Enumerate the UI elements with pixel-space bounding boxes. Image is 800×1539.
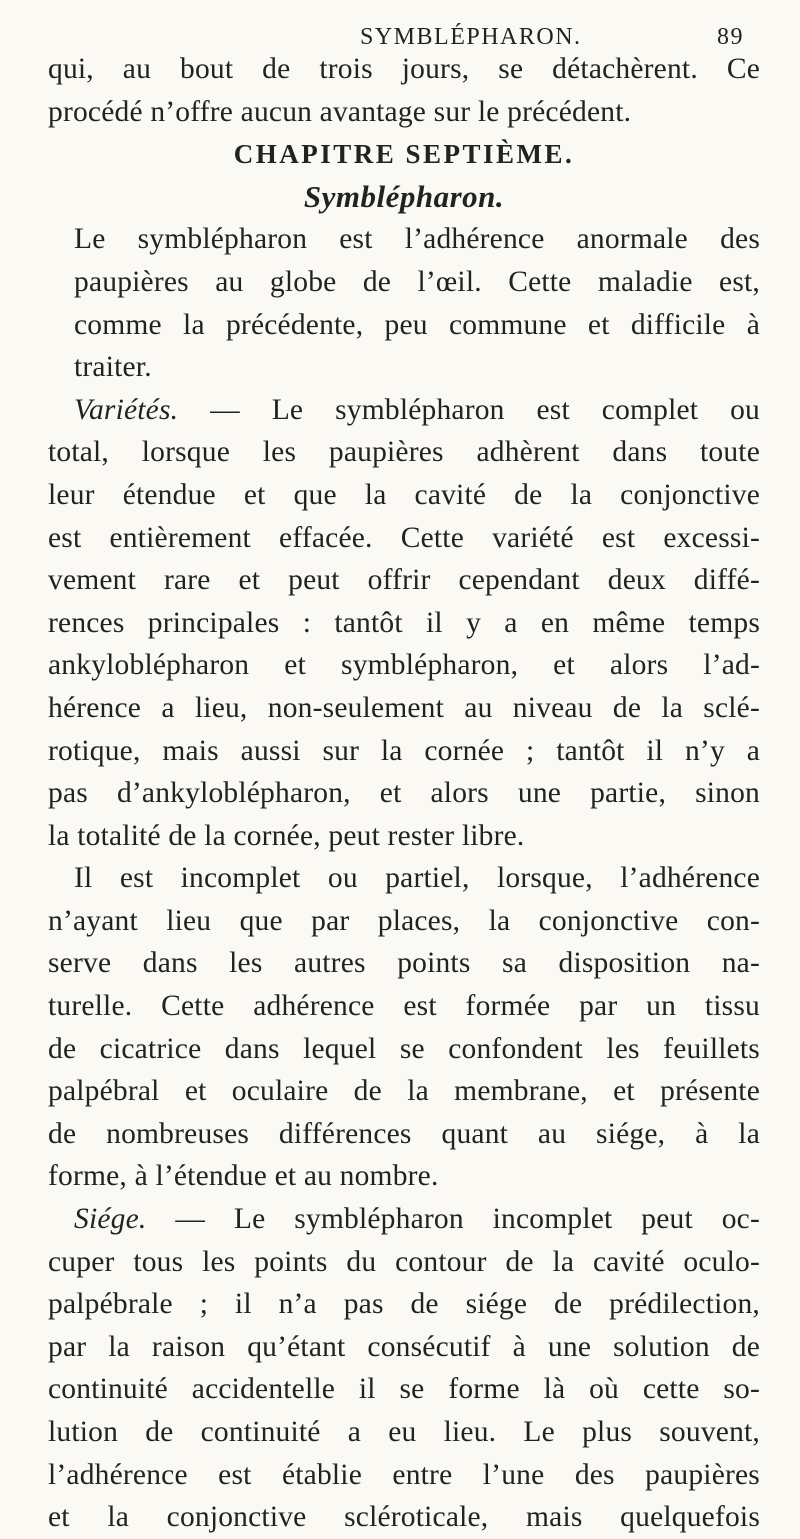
text-line: et la conjonctive scléroticale, mais quelquefois <box>48 1501 760 1534</box>
text-line: lution de continuité a eu lieu. Le plus souvent, <box>48 1416 760 1448</box>
book-page <box>48 6 760 1539</box>
text-line: turelle. Cette adhérence est formée par un tissu <box>48 990 760 1023</box>
chapter-heading: CHAPITRE SEPTIÈME. <box>233 139 575 170</box>
siege-paragraph <box>48 1198 760 1539</box>
continuation-paragraph <box>48 48 760 133</box>
section-title: Symblépharon. <box>303 178 505 214</box>
incomplet-paragraph <box>48 857 760 1198</box>
varietes-lead: Variétés. <box>74 393 179 426</box>
text-line: traiter. <box>74 351 152 384</box>
text-line: hérence a lieu, non-seulement au niveau de la sclé- <box>48 691 760 724</box>
text-line: forme, à l’étendue et au nombre. <box>48 1160 439 1193</box>
text-line: n’ayant lieu que par places, la conjonctive con- <box>48 904 760 937</box>
text-line: Il est incomplet ou partiel, lorsque, l’adhérence <box>74 862 760 895</box>
text-line: palpébrale ; il n’a pas de siége de prédilection, <box>48 1288 760 1321</box>
text-line: Le symblépharon est l’adhérence anormale des <box>74 223 760 256</box>
text-fragment: — Le symblépharon est complet ou <box>178 393 760 426</box>
intro-paragraph <box>48 218 760 388</box>
text-line: l’adhérence est établie entre l’une des paupières <box>48 1458 760 1491</box>
text-line: serve dans les autres points sa disposition na- <box>48 947 760 980</box>
varietes-paragraph <box>48 389 760 858</box>
page-number: 89 <box>717 24 744 50</box>
text-line: rotique, mais aussi sur la cornée ; tantôt il n’y a <box>48 734 760 767</box>
text-line: leur étendue et que la cavité de la conjonctive <box>48 478 760 511</box>
text-line: comme la précédente, peu commune et difficile à <box>74 308 760 341</box>
text-line: de nombreuses différences quant au siége, à la <box>48 1117 760 1150</box>
text-line: de cicatrice dans lequel se confondent les feuillets <box>48 1032 760 1065</box>
text-line: rences principales : tantôt il y a en même temps <box>48 606 760 639</box>
text-line: cuper tous les points du contour de la cavité oculo- <box>48 1245 760 1278</box>
text-fragment: — Le symblépharon incomplet peut oc- <box>146 1203 760 1236</box>
text-line: pas d’ankyloblépharon, et alors une partie, sinon <box>48 777 760 810</box>
text-line: total, lorsque les paupières adhèrent dans toute <box>48 436 760 469</box>
running-head: SYMBLÉPHARON. <box>360 24 582 50</box>
text-line: procédé n’offre aucun avantage sur le précédent. <box>48 95 632 128</box>
siege-lead: Siége. <box>74 1203 147 1236</box>
text-line <box>48 389 760 432</box>
text-line: par la raison qu’étant consécutif à une solution de <box>48 1330 760 1363</box>
text-line: continuité accidentelle il se forme là où cette so- <box>48 1373 760 1406</box>
text-line: vement rare et peut offrir cependant deux diffé- <box>48 564 760 597</box>
text-line: palpébral et oculaire de la membrane, et présente <box>48 1075 760 1108</box>
text-line: paupières au globe de l’œil. Cette maladie est, <box>74 265 760 298</box>
text-line <box>48 1198 760 1241</box>
text-line: la totalité de la cornée, peut rester libre. <box>48 819 525 852</box>
text-line: qui, au bout de trois jours, se détachèrent. Ce <box>48 53 760 85</box>
text-line: ankyloblépharon et symblépharon, et alors l’ad- <box>48 649 760 682</box>
page-header <box>48 6 760 48</box>
text-line: est entièrement effacée. Cette variété est excessi- <box>48 521 760 554</box>
